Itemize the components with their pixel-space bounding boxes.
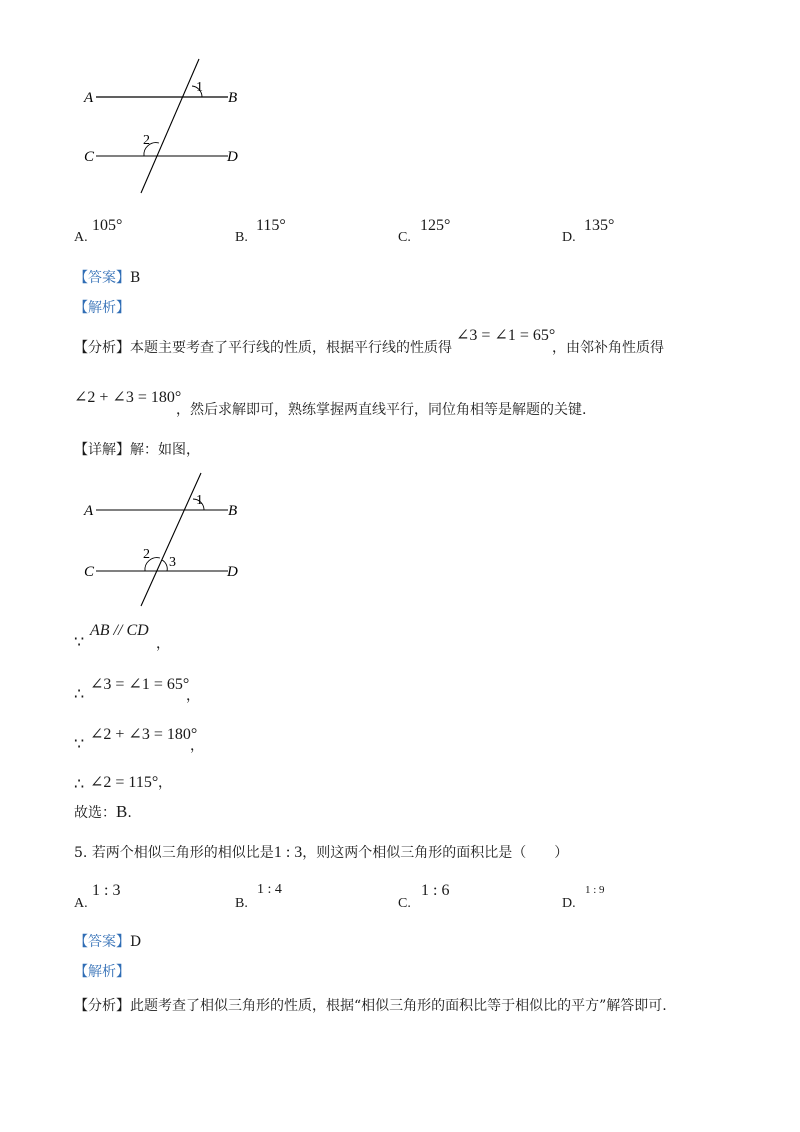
choose-text: 故选：: [74, 805, 116, 821]
answer-tag: 【答案】: [74, 934, 130, 950]
fenxi-text-2: ，由邻补角性质得: [552, 340, 664, 356]
step-4-math: ∠2 = 115°: [90, 774, 159, 791]
q5-option-a-letter: A.: [74, 896, 88, 911]
answer-value: B: [130, 270, 141, 286]
step-3-math: ∠2 + ∠3 = 180°: [90, 726, 198, 743]
label-angle-1: 1: [196, 493, 203, 508]
fenxi-text-1: 本题主要考查了平行线的性质，根据平行线的性质得: [130, 340, 452, 356]
q4-analysis-tag: 【解析】: [74, 300, 130, 316]
q4-option-c-letter: C.: [398, 230, 411, 245]
fenxi-math-2: ∠2 + ∠3 = 180°: [74, 389, 182, 406]
label-a: A: [84, 90, 94, 106]
label-d: D: [227, 149, 238, 165]
step-1-tail: ，: [156, 636, 170, 652]
label-a: A: [84, 503, 94, 519]
parallel-lines-figure-2: [78, 470, 268, 610]
fenxi-tag: 【分析】: [74, 340, 130, 356]
step-4-tail: ，: [158, 775, 172, 791]
label-c: C: [84, 564, 95, 580]
parallel-lines-figure-1: [78, 55, 268, 200]
q5-analysis-tag: 【解析】: [74, 964, 130, 980]
step-1-symbol: ∵: [74, 634, 85, 651]
q5-text-1: 若两个相似三角形的相似比是: [91, 845, 274, 861]
q4-fenxi-line1: [74, 338, 452, 358]
q5-option-b-letter: B.: [235, 896, 248, 911]
step-2-tail: ，: [186, 688, 200, 704]
step-1-math: AB // CD: [90, 622, 149, 639]
q5-ratio: 1 : 3: [273, 844, 303, 861]
q4-option-d-value: 135°: [584, 217, 615, 234]
label-angle-1: 1: [196, 80, 203, 95]
answer-value: D: [130, 934, 142, 950]
q4-option-a-letter: A.: [74, 230, 88, 245]
detail-tag: 【详解】: [74, 442, 130, 458]
label-b: B: [228, 503, 238, 519]
step-2-symbol: ∴: [74, 686, 85, 703]
q4-option-b-value: 115°: [256, 217, 286, 234]
q5-fenxi-line: [74, 996, 667, 1016]
q4-answer-line: [74, 268, 140, 288]
label-angle-3: 3: [169, 555, 176, 570]
q4-option-d-letter: D.: [562, 230, 576, 245]
step-2-math: ∠3 = ∠1 = 65°: [90, 676, 190, 693]
q5-stem: [74, 843, 568, 863]
q5-text-2: ，则这两个相似三角形的面积比是（ ）: [302, 845, 569, 861]
fenxi-text: 此题考查了相似三角形的性质，根据“相似三角形的面积比等于相似比的平方”解答即可.: [130, 998, 667, 1014]
q4-option-c-value: 125°: [420, 217, 451, 234]
transversal: [141, 59, 199, 193]
q5-answer-line: [74, 932, 141, 952]
detail-text: 解：如图，: [130, 442, 200, 458]
label-angle-2: 2: [143, 547, 150, 562]
answer-tag: 【答案】: [74, 270, 130, 286]
transversal: [141, 473, 201, 606]
q5-option-c-letter: C.: [398, 896, 411, 911]
fenxi-text-3: ，然后求解即可，熟练掌握两直线平行，同位角相等是解题的关键.: [176, 402, 587, 418]
q4-detail-line: [74, 440, 200, 460]
q5-option-b-value: 1 : 4: [257, 882, 282, 897]
label-c: C: [84, 149, 95, 165]
q5-option-c-value: 1 : 6: [421, 882, 450, 899]
choose-value: B: [116, 802, 128, 821]
q5-option-d-value: 1 : 9: [585, 884, 605, 896]
step-4-symbol: ∴: [74, 776, 85, 793]
label-d: D: [227, 564, 238, 580]
angle-3-arc: [162, 560, 167, 571]
q5-option-d-letter: D.: [562, 896, 576, 911]
step-3-symbol: ∵: [74, 736, 85, 753]
label-b: B: [228, 90, 238, 106]
fenxi-math-1: ∠3 = ∠1 = 65°: [456, 327, 556, 344]
label-angle-2: 2: [143, 133, 150, 148]
q5-option-a-value: 1 : 3: [92, 882, 121, 899]
choose-tail: .: [127, 805, 132, 821]
fenxi-tag: 【分析】: [74, 998, 130, 1014]
q4-option-b-letter: B.: [235, 230, 248, 245]
q4-choose-line: [74, 802, 132, 823]
q4-option-a-value: 105°: [92, 217, 123, 234]
q5-number: 5.: [74, 845, 88, 861]
step-3-tail: ，: [190, 738, 204, 754]
